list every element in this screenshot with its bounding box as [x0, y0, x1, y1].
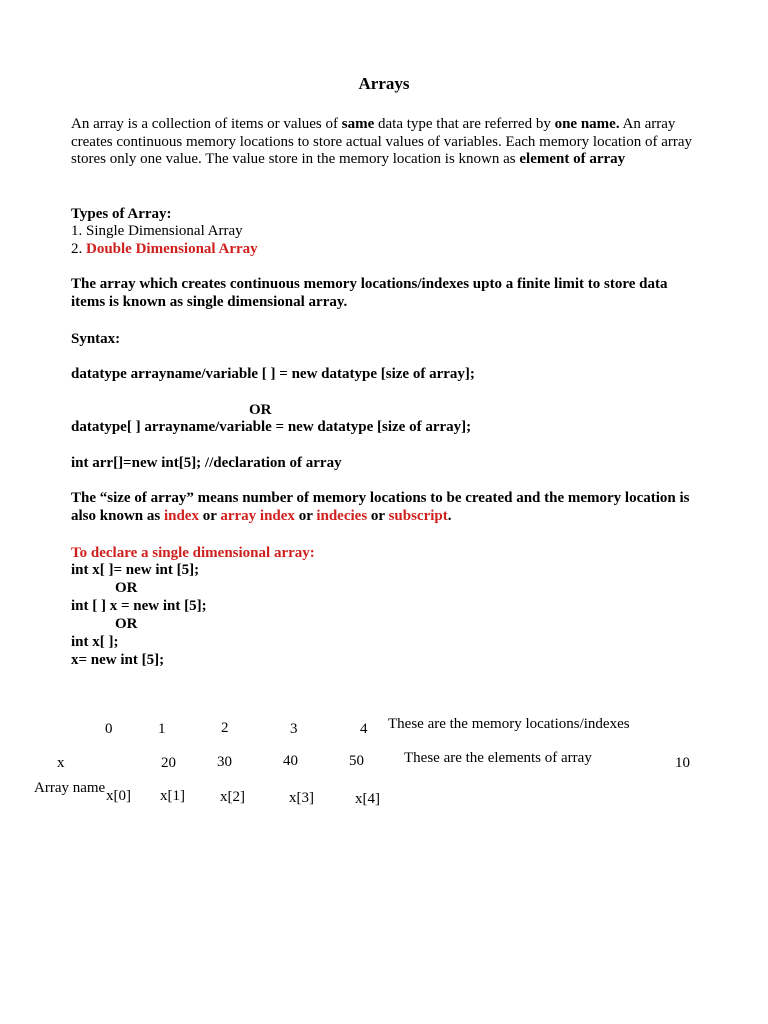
term-indecies: indecies — [316, 507, 368, 524]
element-value: 30 — [217, 754, 232, 770]
page-title: Arrays — [358, 74, 410, 93]
subscript-label: x[4] — [355, 791, 380, 807]
intro-paragraph — [71, 116, 701, 169]
index-label: 2 — [221, 720, 229, 736]
size-note-period: . — [447, 507, 452, 524]
intro-bold-element: element of array — [519, 151, 626, 167]
index-label: 0 — [105, 721, 113, 737]
size-note-or-2: or — [294, 507, 317, 524]
syntax-example: int arr[]=new int[5]; //declaration of array — [71, 455, 342, 471]
syntax-line-2: datatype[ ] arrayname/variable = new datatype [size of array]; — [71, 419, 472, 435]
term-array-index: array index — [220, 507, 295, 524]
declare-line-1: int x[ ]= new int [5]; — [71, 562, 200, 578]
size-note-or-1: or — [198, 507, 221, 524]
subscript-label: x[3] — [289, 790, 314, 806]
types-heading: Types of Array: — [71, 206, 172, 222]
syntax-heading: Syntax: — [71, 331, 121, 347]
term-index: index — [163, 507, 199, 524]
types-item-1: 1. Single Dimensional Array — [71, 223, 243, 239]
index-label: 3 — [290, 721, 298, 737]
subscript-label: x[1] — [160, 788, 185, 804]
element-value: 20 — [161, 755, 176, 771]
size-note-or-3: or — [367, 507, 389, 524]
size-note-text-1: The “size of array” means number of memory locations to be created and the memory location is also known as — [71, 490, 690, 524]
types-item-2 — [71, 240, 258, 258]
intro-text-2: data type that are referred by — [374, 116, 555, 132]
subscript-label: x[2] — [220, 789, 245, 805]
declare-or-2: OR — [115, 616, 138, 632]
element-value-stray: 10 — [675, 755, 690, 771]
index-label: 1 — [158, 721, 166, 737]
types-item-2-prefix: 2. — [71, 241, 86, 257]
intro-text-1: An array is a collection of items or values of — [71, 116, 342, 132]
declare-or-1: OR — [115, 580, 138, 596]
elements-caption: These are the elements of array — [404, 750, 592, 766]
subscript-label: x[0] — [106, 788, 131, 804]
syntax-line-1: datatype arrayname/variable [ ] = new datatype [size of array]; — [71, 366, 475, 382]
definition-text: The array which creates continuous memory locations/indexes upto a finite limit to store data items is known as single dimensional array. — [71, 276, 668, 310]
intro-bold-one-name: one name. — [554, 116, 620, 132]
declare-line-3: int x[ ]; — [71, 634, 119, 650]
array-name-caption: Array name — [34, 780, 106, 796]
declare-heading: To declare a single dimensional array: — [71, 545, 315, 561]
index-label: 4 — [360, 721, 368, 737]
array-variable-name: x — [57, 755, 65, 771]
element-value: 40 — [283, 753, 298, 769]
types-item-2-label: Double Dimensional Array — [86, 241, 258, 257]
declare-line-2: int [ ] x = new int [5]; — [71, 598, 207, 614]
syntax-or: OR — [249, 402, 272, 418]
element-value: 50 — [349, 753, 364, 769]
indexes-caption: These are the memory locations/indexes — [388, 716, 630, 732]
intro-text-3: An array creates continuous memory locations to store actual values of variables. Each memory location of array stores only one value. The value store in the memory location is known as — [71, 116, 693, 167]
declare-line-4: x= new int [5]; — [71, 652, 165, 668]
term-subscript: subscript — [388, 507, 448, 524]
size-note — [71, 490, 701, 525]
intro-bold-same: same — [341, 116, 375, 132]
